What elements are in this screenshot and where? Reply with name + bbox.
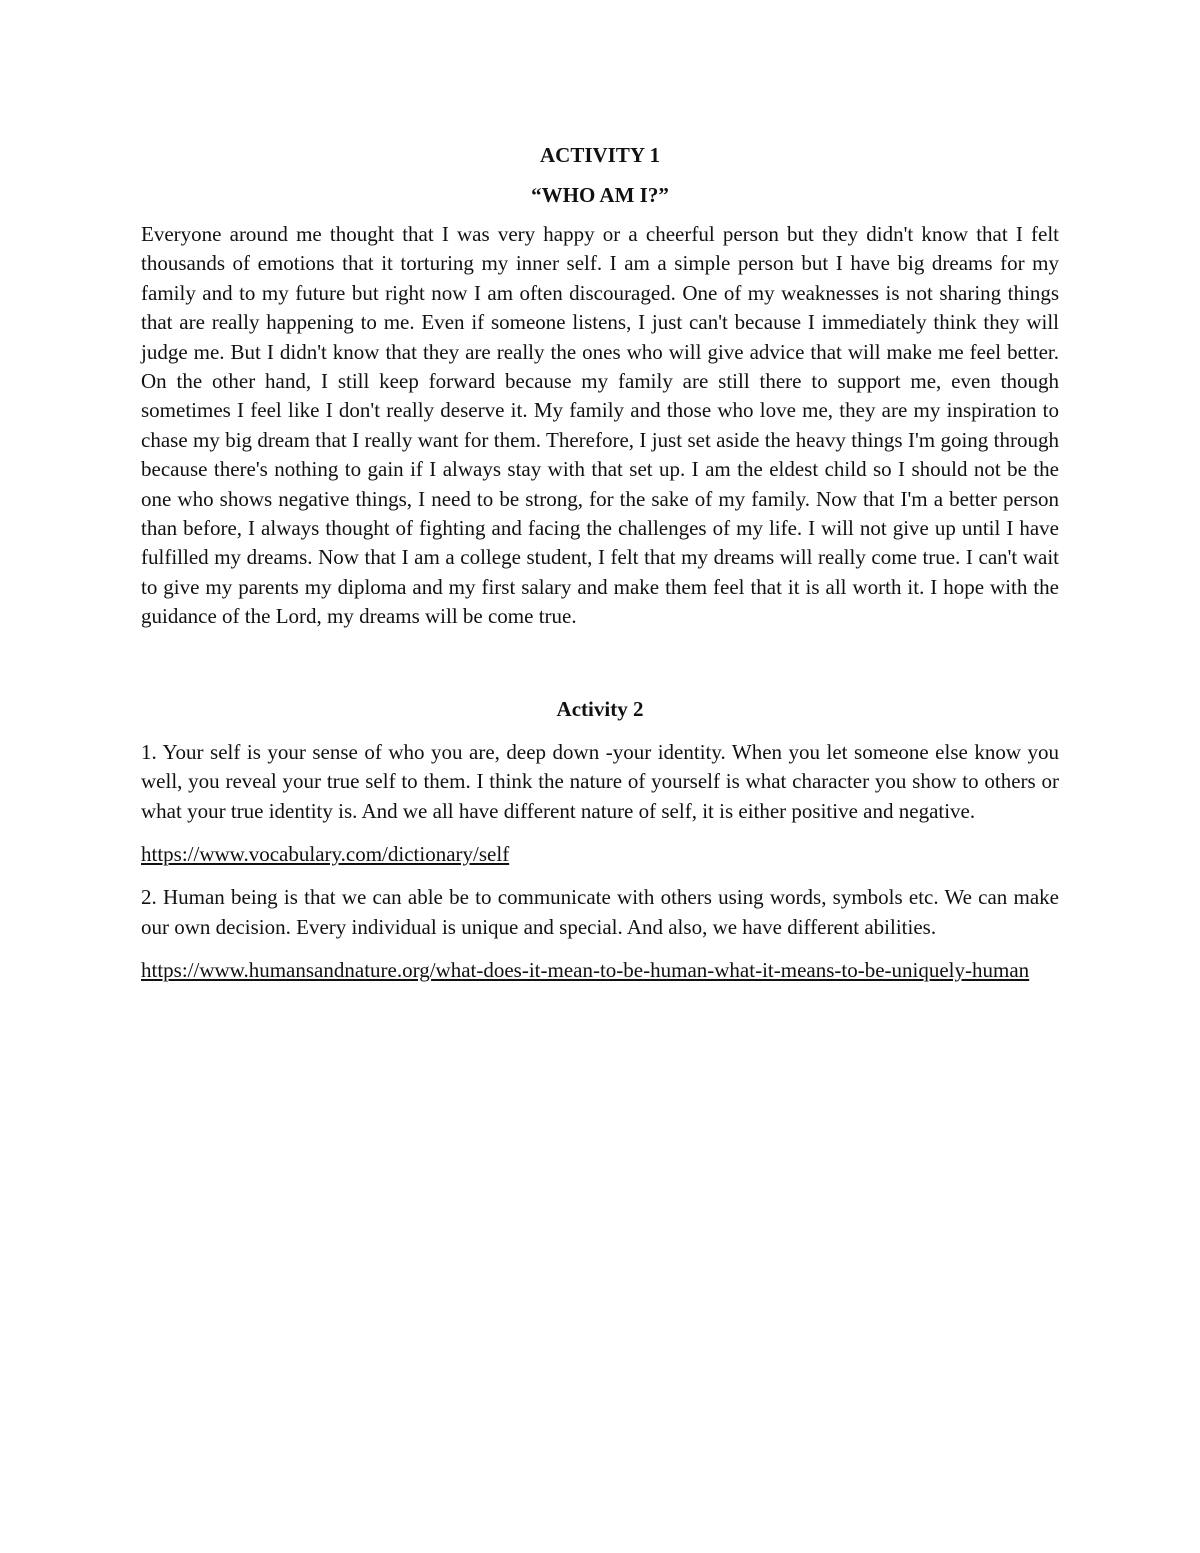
answer-2-source-link[interactable]: https://www.humansandnature.org/what-does-it-mean-to-be-human-what-it-means-to-be-uniquely-human <box>141 958 1030 983</box>
activity1-essay: Everyone around me thought that I was very happy or a cheerful person but they didn't know that I felt thousands of emotions that it torturing my inner self. I am a simple person but I have big dreams for my family and to my future but right now I am often discouraged. One of my weaknesses is not sharing things that are really happening to me. Even if someone listens, I just can't because I immediately think they will judge me. But I didn't know that they are really the ones who will give advice that will make me feel better. On the other hand, I still keep forward because my family are still there to support me, even though sometimes I feel like I don't really deserve it. My family and those who love me, they are my inspiration to chase my big dream that I really want for them. Therefore, I just set aside the heavy things I'm going through because there's nothing to gain if I always stay with that set up. I am the eldest child so I should not be the one who shows negative things, I need to be strong, for the sake of my family. Now that I'm a better person than before, I always thought of fighting and facing the challenges of my life. I will not give up until I have fulfilled my dreams. Now that I am a college student, I felt that my dreams will really come true. I can't wait to give my parents my diploma and my first salary and make them feel that it is all worth it. I hope with the guidance of the Lord, my dreams will be come true. <box>141 222 1059 629</box>
answer-1-text: 1. Your self is your sense of who you are, deep down -your identity. When you let someone else know you well, you reveal your true self to them. I think the nature of yourself is what character you show to others or what your true identity is. And we all have different nature of self, it is either positive and negative. <box>141 739 1059 823</box>
activity1-heading: ACTIVITY 1 <box>540 143 660 167</box>
answer-1-source-link[interactable]: https://www.vocabulary.com/dictionary/self <box>141 841 510 866</box>
document-page <box>141 140 1059 986</box>
activity2-heading: Activity 2 <box>556 696 644 721</box>
activity1-subheading: “WHO AM I?” <box>531 183 669 207</box>
answer-2-text: 2. Human being is that we can able be to communicate with others using words, symbols etc. We can make our own decision. Every individual is unique and special. And also, we have different abilities. <box>141 885 1059 939</box>
